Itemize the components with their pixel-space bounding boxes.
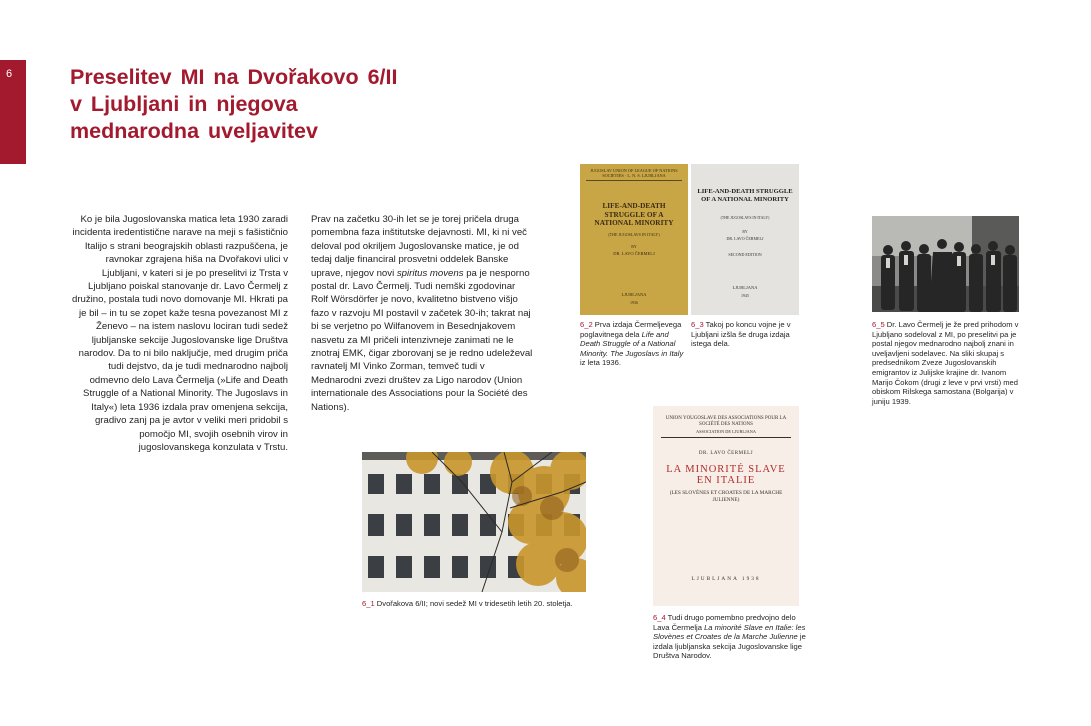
group-photo-drawing	[872, 216, 1019, 312]
body-column-1: Ko je bila Jugoslovanska matica leta 1930 zaradi incidenta iredentistične narave na meji s fašističnio Italijo s strani beograjskih oblasti razpuščena, je ravnokar zgrajena hiša na Dvořakovi ulici v Ljubljani, v kateri si je po preselitvi iz Trsta v Ljubljano poiskal stanovanje dr. Lavo Čermelj z družino, postala tudi novo domovanje MI. Hkrati pa je bil – in tu se zopet kaže tesna povezanost MI z Ženevo – na istem naslovu lociran tudi sedež ljubljanske sekcije Jugoslovanske lige Društva narodov. Da to ni bilo naključje, med drugim priča tudi dejstvo, da je tudi mednarodno najbolj odmevno delo Lava Čermelja (»Life and Death Struggle of a National Minority. The Jugoslavs in Italy«) leta 1936 izdala prav omenjena sekcija, gradivo zanj pa je avtor v veliki meri pridobil s pomočjo MI, svojih osebnih virov in jugoslovanskega konzulata v Trstu.	[72, 214, 288, 453]
book-cover-first-edition: JUGOSLAV UNION OF LEAGUE OF NATIONS SOCIETIES · L. N. S. LJUBLJANA LIFE-AND-DEATH STRUGGLE OF A NATIONAL MINORITY (THE JUGOSLAVS IN ITALY) BY DR. LAVO ČERMELJ LJUBLJANA 1936	[580, 164, 688, 315]
book-cover-la-minorite-slave: UNION YOUGOSLAVE DES ASSOCIATIONS POUR LA SOCIÉTÉ DES NATIONS ASSOCIATION DE LJUBLJANA DR. LAVO ČERMELJ LA MINORITÉ SLAVE EN ITALIE (LES SLOVÈNES ET CROATES DE LA MARCHE JULIENNE) LJUBLJANA 1938	[653, 406, 799, 606]
building-photo	[362, 452, 586, 592]
body-column-2: Prav na začetku 30-ih let se je torej pričela druga pomembna faza inštitutske dejavnosti. MI, ki ni več deloval pod okriljem Jugoslovanske matice, je od tedaj dalje financiral prosvetni oddelek Banske uprave, njegov novi spiritus movens pa je nesporno postal dr. Lavo Čermelj. Tudi nemški zgodovinar Rolf Wörsdörfer je novo, kvalitetno bistveno višjo fazo v razvoju MI postavil v začetek 30-ih; takrat naj bi se verjetno po Wilfanovem in Besednjakovem nasvetu za MI pričeli intenzivneje zanimati ne le znotraj EMK, čigar zborovanj se je redno udeleževal ravnatelj MI Vinko Zorman, temveč tudi v Mednarodni zvezi društev za Ligo narodov (Union internationale des Associations pour la Société des Nations).	[311, 214, 533, 413]
page-title: Preselitev MI na Dvořakovo 6/II v Ljubljani in njegova mednarodna uveljavitev	[70, 65, 398, 143]
book-cover-second-edition: LIFE-AND-DEATH STRUGGLE OF A NATIONAL MINORITY (THE JUGOSLAVS IN ITALY) BY DR. LAVO ČERMELJ SECOND EDITION LJUBLJANA 1945	[691, 164, 799, 315]
group-photo	[872, 216, 1019, 312]
caption-6-1: 6_1 Dvořakova 6/II; novi sedež MI v tridesetih letih 20. stoletja.	[362, 599, 573, 608]
page-number-tab	[0, 60, 26, 164]
caption-6-4: 6_4 Tudi drugo pomembno predvojno delo Lava Čermelja La minorité Slave en Italie: les Slovènes et Croates de la Marche Julienne je izdala ljubljanska sekcija Jugoslovanske lige Društva Narodov.	[653, 613, 806, 661]
caption-6-5: 6_5 Dr. Lavo Čermelj je že pred prihodom v Ljubljano sodeloval z MI, po preselitvi pa je postal njegov mednarodno najbolj znani in uveljavljeni sodelavec. Na sliki skupaj s predsednikom Zveze Jugoslovanskih emigrantov iz Julijske krajine dr. Ivanom Marijo Čokom (drugi z leve v prvi vrsti) med obiskom Rilskega samostana (Bolgarija) v juniju 1939.	[872, 320, 1019, 406]
caption-6-3: 6_3 Takoj po koncu vojne je v Ljubljani izšla še druga izdaja istega dela.	[691, 320, 791, 349]
page-number: 6	[6, 68, 13, 80]
emphasis: spiritus movens	[396, 267, 464, 279]
building-photo-drawing	[362, 452, 586, 592]
caption-6-2: 6_2 Prva izdaja Čermeljevega poglavitnega dela Life and Death Struggle of a National Minority. The Jugoslavs in Italy iz leta 1936.	[580, 320, 684, 368]
